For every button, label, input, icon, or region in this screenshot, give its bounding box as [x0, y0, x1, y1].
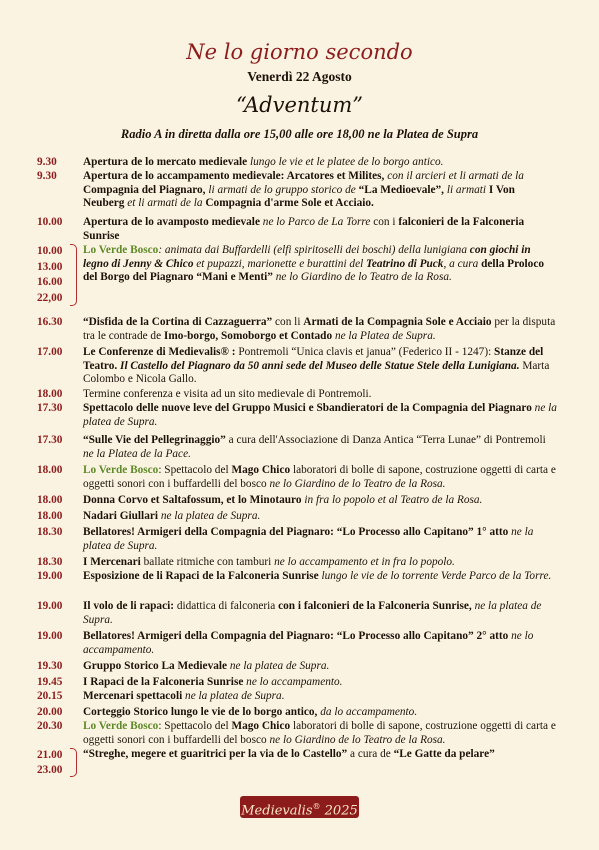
schedule-description: [83, 346, 558, 387]
schedule-description: [83, 170, 558, 211]
schedule-time: [37, 630, 81, 644]
description-segment: I Von Neuberg: [83, 183, 515, 210]
description-segment: Il Castello del Piagnaro da 50 anni sede del Museo delle Statue Stele della Lunigiana.: [117, 359, 520, 372]
description-segment: Imo-borgo, Somoborgo et Contado: [163, 329, 333, 342]
description-segment: Le Conferenze di Medievalis® :: [83, 346, 236, 358]
description-segment: Il volo de li rapaci:: [83, 600, 174, 612]
schedule-description: [83, 510, 558, 524]
time-label: 16.00: [37, 276, 63, 288]
description-segment: : animata dai Buffardelli (elfi spiritoselli dei boschi) della lunigiana: [158, 244, 467, 256]
description-segment: da lo accampamento.: [317, 706, 418, 718]
time-label: 19.00: [37, 570, 63, 582]
description-segment: Spettacolo delle nuove leve del Gruppo Musici e Sbandieratori de la Compagnia del Piagnaro: [83, 402, 532, 414]
description-segment: Teatrino di Puck: [366, 257, 444, 270]
schedule-description: [83, 570, 558, 584]
description-segment: ne la Platea de Supra.: [332, 329, 436, 342]
schedule-time: [37, 402, 81, 416]
description-segment: Apertura de lo avamposto medievale: [83, 216, 260, 228]
description-segment: I Mercenari: [83, 556, 141, 568]
description-segment: in fra lo popolo et al Teatro de la Rosa.: [301, 494, 483, 506]
description-segment: lungo le vie et le platee de lo borgo antico.: [247, 156, 444, 168]
schedule-time: [37, 526, 81, 540]
description-segment: con giochi in legno di Jenny & Chico: [83, 244, 531, 270]
description-segment: ne lo Parco de La Torre: [259, 216, 371, 228]
description-segment: Apertura de lo accampamento medievale: Arcatores et Milites,: [83, 170, 385, 182]
time-label: 18.00: [37, 510, 63, 522]
description-segment: ne la platea de Supra.: [83, 402, 557, 428]
schedule-description: [83, 748, 558, 762]
schedule-time: [37, 600, 81, 614]
time-label: 18.30: [37, 526, 63, 538]
schedule-time: [37, 676, 81, 690]
schedule-description: [83, 464, 558, 491]
description-segment: Corteggio Storico lungo le vie de lo borgo antico,: [83, 706, 318, 718]
footer-logo: [240, 796, 359, 818]
description-segment: li armati de lo gruppo storico de: [205, 183, 359, 196]
time-label: 17.00: [37, 346, 63, 358]
schedule-description: [83, 402, 558, 429]
time-label: 19.00: [37, 600, 63, 612]
footer-year: 2025: [320, 803, 358, 819]
schedule-time: [37, 690, 81, 704]
description-segment: Stanze del Teatro.: [83, 346, 544, 372]
description-segment: ballate ritmiche con tamburi: [140, 556, 272, 568]
schedule-time: [37, 346, 81, 360]
schedule-time: [37, 510, 81, 524]
schedule-time: [37, 494, 81, 508]
schedule-description: [83, 316, 558, 343]
time-label: 10.00: [37, 245, 63, 257]
description-segment: falconieri de la Falconeria Sunrise: [83, 216, 525, 242]
description-segment: : Spettacolo del: [158, 464, 232, 476]
description-segment: “Le Gatte da pelare”: [393, 748, 495, 760]
time-label: 19.00: [37, 630, 63, 642]
description-segment: a cura dell'Associazione di Danza Antica “Terra Lunae” di Pontremoli: [225, 434, 546, 446]
time-label: 19.30: [37, 660, 63, 672]
schedule-description: [83, 556, 558, 570]
description-segment: Apertura de lo mercato medievale: [83, 156, 248, 168]
description-segment: ne lo Giardino de lo Teatro de la Rosa.: [266, 733, 446, 746]
schedule-time: [37, 660, 81, 674]
description-segment: Bellatores! Armigeri della Compagnia del Piagnaro: “Lo Processo allo Capitano” 2° atto: [83, 630, 509, 642]
description-segment: li armati: [444, 183, 489, 196]
time-label: 20.15: [37, 690, 63, 702]
footer-brand: Medievalis: [241, 803, 313, 819]
description-segment: Compagnia del Piagnaro,: [83, 183, 206, 196]
schedule-time: [37, 388, 81, 402]
description-segment: ne la platea de Supra.: [182, 690, 285, 702]
description-segment: Nadari Giullari: [83, 510, 159, 522]
description-segment: laboratori di bolle di sapone, costruzione oggetti di carta e oggetti sonori con i buffardelli del bosco: [83, 464, 556, 490]
description-segment: Termine conferenza e visita ad un sito medievale di Pontremoli.: [83, 388, 372, 400]
description-segment: ne lo Giardino de lo Teatro de la Rosa.: [272, 271, 452, 284]
time-label: 21.00: [37, 749, 63, 761]
description-segment: “Streghe, megere et guaritrici per la via de lo Castello”: [83, 748, 348, 760]
description-segment: Marta Colombo e Nicola Gallo.: [83, 359, 550, 386]
description-segment: con i: [370, 216, 399, 228]
description-segment: Mercenari spettacoli: [83, 690, 183, 702]
description-segment: Donna Corvo et Saltafossum, et lo Minotauro: [83, 494, 302, 506]
description-segment: ne la platea de Supra.: [83, 600, 542, 626]
description-segment: Compagnia d'arme Sole et Acciaio.: [205, 197, 374, 210]
schedule-row: [37, 748, 562, 777]
time-label: 22,00: [37, 291, 63, 304]
time-label: 10.00: [37, 216, 63, 228]
description-segment: ne lo accampamento et in fra lo popolo.: [271, 556, 455, 568]
description-segment: Mago Chico: [231, 720, 291, 732]
description-segment: Esposizione de li Rapaci de la Falconeria Sunrise: [83, 570, 319, 582]
description-segment: , a cura: [443, 257, 479, 270]
description-segment: Bellatores! Armigeri della Compagnia del Piagnaro: “Lo Processo allo Capitano” 1° atto: [83, 526, 509, 538]
schedule-description: [83, 600, 558, 627]
schedule-description: [83, 156, 558, 170]
schedule-time: [37, 156, 81, 170]
time-label: 18.00: [37, 494, 63, 506]
description-segment: didattica di falconeria: [174, 600, 279, 612]
schedule-description: [83, 526, 558, 553]
schedule-description: [83, 244, 558, 285]
description-segment: : Spettacolo del: [158, 720, 232, 732]
time-bracket: [70, 244, 77, 306]
time-label: 18.00: [37, 388, 63, 400]
description-segment: et pupazzi, marionette e burattini del: [193, 257, 367, 270]
schedule-time: [37, 316, 81, 330]
schedule-description: [83, 706, 558, 720]
time-label: 20.30: [37, 720, 63, 732]
description-segment: con i falconieri de la Falconeria Sunrise,: [278, 600, 472, 612]
description-segment: per la disputa tra le contrade de: [83, 316, 556, 342]
description-segment: a cura de: [347, 748, 394, 760]
description-segment: laboratori di bolle di sapone, costruzione oggetti di carta e oggetti sonori con i buffardelli del bosco: [83, 720, 556, 746]
description-segment: et li armati de la: [124, 197, 206, 210]
description-segment: Gruppo Storico La Medievale: [83, 660, 228, 672]
schedule-time: [37, 720, 81, 734]
time-label: 17.30: [37, 402, 63, 414]
time-label: 9.30: [37, 170, 57, 182]
schedule-time: [37, 464, 81, 478]
description-segment: con il arcieri et li armati de la: [384, 170, 524, 182]
description-segment: Pontremoli “Unica clavis et janua” (Federico II - 1247):: [235, 346, 495, 358]
event-name: “Adventum”: [235, 93, 364, 117]
description-segment: ne la platea de Supra.: [227, 660, 330, 672]
time-label: 17.30: [37, 434, 63, 446]
time-label: 13.00: [37, 260, 63, 273]
description-segment: della Proloco del Borgo del Piagnaro “Mani e Menti”: [83, 257, 544, 284]
description-segment: Lo Verde Bosco: [83, 720, 159, 732]
description-segment: ne lo accampamento.: [83, 630, 534, 656]
description-segment: “La Medioevale”,: [358, 183, 444, 196]
radio-notice: Radio A in diretta dalla ore 15,00 alle ore 18,00 ne la Platea de Supra: [120, 127, 479, 141]
description-segment: lungo le vie de lo torrente Verde Parco de la Torre.: [318, 570, 552, 582]
description-segment: con li: [272, 316, 304, 328]
time-label: 9.30: [37, 156, 57, 168]
description-segment: ne lo accampamento.: [243, 676, 343, 688]
time-label: 18.30: [37, 556, 63, 568]
schedule-description: [83, 630, 558, 657]
schedule-time: [37, 434, 81, 448]
description-segment: ne la platea de Supra.: [83, 526, 534, 552]
time-label: 19.45: [37, 676, 63, 688]
description-segment: Lo Verde Bosco: [83, 464, 159, 476]
schedule-description: [83, 660, 558, 674]
schedule-time: [37, 570, 81, 584]
schedule-description: [83, 434, 558, 461]
description-segment: “Disfida de la Cortina di Cazzaguerra”: [83, 316, 273, 328]
description-segment: Lo Verde Bosco: [83, 244, 159, 256]
time-label: 18.00: [37, 464, 63, 476]
schedule-description: [83, 388, 558, 402]
description-segment: I Rapaci de la Falconeria Sunrise: [83, 676, 244, 688]
schedule-description: [83, 216, 558, 243]
time-label: 23.00: [37, 763, 63, 776]
time-bracket: [70, 748, 77, 777]
schedule-time: [37, 216, 81, 230]
description-segment: ne la platea de Supra.: [158, 510, 261, 522]
schedule-description: [83, 494, 558, 508]
time-label: 16.30: [37, 316, 63, 328]
schedule-description: [83, 676, 558, 690]
schedule-row: [37, 244, 562, 306]
schedule-time: [37, 556, 81, 570]
schedule-description: [83, 720, 558, 747]
event-date: Venerdì 22 Agosto: [247, 69, 352, 84]
description-segment: Armati de la Compagnia Sole e Acciaio: [303, 316, 492, 328]
description-segment: ne la Platea de la Pace.: [83, 447, 191, 460]
description-segment: “Sulle Vie del Pellegrinaggio”: [83, 434, 226, 446]
schedule-time: [37, 170, 81, 184]
description-segment: ne lo Giardino de lo Teatro de la Rosa.: [266, 477, 446, 490]
schedule-time: [37, 706, 81, 720]
page-title: Ne lo giorno secondo: [186, 40, 413, 64]
description-segment: Mago Chico: [231, 464, 291, 476]
footer-mark: ®: [312, 802, 321, 811]
schedule-description: [83, 690, 558, 704]
time-label: 20.00: [37, 706, 63, 718]
